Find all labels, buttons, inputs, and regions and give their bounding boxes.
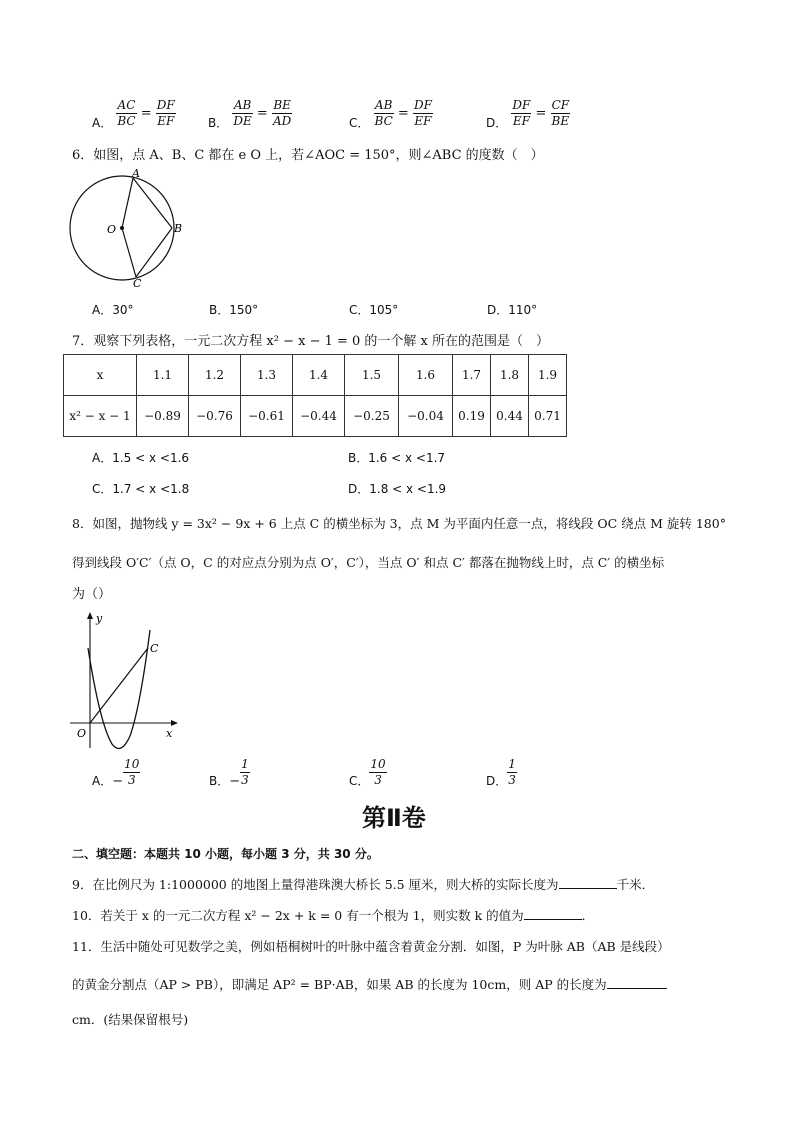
answer-blank[interactable] bbox=[524, 907, 582, 920]
fx-cell: −0.04 bbox=[399, 396, 453, 437]
fx-cell: 0.19 bbox=[453, 396, 491, 437]
fx-cell: 0.44 bbox=[491, 396, 529, 437]
label-c: C bbox=[133, 277, 142, 290]
label-b: B bbox=[174, 222, 183, 235]
section-title: 第Ⅱ卷 bbox=[362, 804, 426, 832]
fx-cell: −0.76 bbox=[189, 396, 241, 437]
table-row bbox=[64, 396, 567, 437]
fx-cell: 0.71 bbox=[529, 396, 567, 437]
segment-oc bbox=[90, 648, 148, 723]
q5-option-d[interactable]: D． $\frac{DF}{EF}$ = $\frac{CF}{BE}$ bbox=[486, 98, 570, 130]
x-cell: 1.5 bbox=[345, 355, 399, 396]
x-cell: 1.9 bbox=[529, 355, 567, 396]
q5-option-a[interactable]: A． $\frac{AC}{BC}$ = $\frac{DF}{EF}$ bbox=[92, 98, 175, 130]
answer-blank[interactable] bbox=[607, 976, 667, 989]
q7-value-table bbox=[63, 354, 567, 437]
label-a: A bbox=[132, 167, 140, 180]
q11-line2: 的黄金分割点（AP > PB），即满足 AP² = BP·AB，如果 AB 的长度为 10cm，则 AP 的长度为 bbox=[72, 975, 667, 993]
q6-option-b[interactable]: B．150° bbox=[209, 303, 259, 317]
q7-option-a[interactable]: A．1.5 < x <1.6 bbox=[92, 451, 190, 465]
x-cell: 1.3 bbox=[241, 355, 293, 396]
q6-option-c[interactable]: C．105° bbox=[349, 303, 399, 317]
label-x: x bbox=[166, 727, 173, 740]
q5-option-b[interactable]: B． $\frac{AB}{DE}$ = $\frac{BE}{AD}$ bbox=[208, 98, 292, 130]
q7-option-d[interactable]: D．1.8 < x <1.9 bbox=[348, 482, 447, 496]
label-o: O bbox=[107, 223, 117, 236]
q8-option-b[interactable]: B．− $\frac{1}{3}$ bbox=[209, 757, 249, 789]
x-cell: 1.1 bbox=[137, 355, 189, 396]
x-cell: 1.4 bbox=[293, 355, 345, 396]
parabola-curve bbox=[88, 630, 150, 749]
q8-option-c[interactable]: C． $\frac{10}{3}$ bbox=[349, 757, 386, 788]
q5-option-c[interactable]: C． $\frac{AB}{BC}$ = $\frac{DF}{EF}$ bbox=[349, 98, 432, 130]
row-header-fx: x² − x − 1 bbox=[64, 396, 137, 437]
label-c: C bbox=[150, 642, 159, 655]
table-row bbox=[64, 355, 567, 396]
q6-circle-figure bbox=[66, 166, 186, 290]
q8-stem-line3: 为（） bbox=[72, 587, 112, 602]
q6-option-d[interactable]: D．110° bbox=[487, 303, 538, 317]
fx-cell: −0.25 bbox=[345, 396, 399, 437]
q7-stem: 7．观察下列表格，一元二次方程 x² − x − 1 = 0 的一个解 x 所在的范围是（ ） bbox=[72, 334, 550, 349]
fx-cell: −0.44 bbox=[293, 396, 345, 437]
q8-option-d[interactable]: D． $\frac{1}{3}$ bbox=[486, 757, 516, 788]
row-header-x: x bbox=[64, 355, 137, 396]
label-y: y bbox=[96, 612, 103, 625]
x-cell: 1.6 bbox=[399, 355, 453, 396]
x-cell: 1.7 bbox=[453, 355, 491, 396]
fx-cell: −0.61 bbox=[241, 396, 293, 437]
x-cell: 1.2 bbox=[189, 355, 241, 396]
q8-stem-line1: 8．如图，抛物线 y = 3x² − 9x + 6 上点 C 的横坐标为 3，点 M 为平面内任意一点，将线段 OC 绕点 M 旋转 180° bbox=[72, 516, 726, 531]
q7-option-b[interactable]: B．1.6 < x <1.7 bbox=[348, 451, 446, 465]
q11-line1: 11．生活中随处可见数学之美，例如梧桐树叶的叶脉中蕴含着黄金分割．如图，P 为叶脉 AB（AB 是线段） bbox=[72, 939, 670, 954]
fx-cell: −0.89 bbox=[137, 396, 189, 437]
q11-line3: cm．(结果保留根号) bbox=[72, 1012, 189, 1027]
x-cell: 1.8 bbox=[491, 355, 529, 396]
q8-parabola-figure bbox=[66, 608, 186, 750]
q7-option-c[interactable]: C．1.7 < x <1.8 bbox=[92, 482, 190, 496]
section-instruction: 二、填空题：本题共 10 小题，每小题 3 分，共 30 分。 bbox=[72, 847, 379, 861]
q8-option-a[interactable]: A．− $\frac{10}{3}$ bbox=[92, 757, 140, 789]
answer-blank[interactable] bbox=[559, 876, 617, 889]
q8-stem-line2: 得到线段 O′C′（点 O，C 的对应点分别为点 O′，C′），当点 O′ 和点 C′ 都落在抛物线上时，点 C′ 的横坐标 bbox=[72, 555, 665, 570]
q9: 9．在比例尺为 1:1000000 的地图上量得港珠澳大桥长 5.5 厘米，则大桥的实际长度为 千米． bbox=[72, 877, 655, 892]
label-o: O bbox=[77, 727, 87, 740]
q10: 10．若关于 x 的一元二次方程 x² − 2x + k = 0 有一个根为 1，则实数 k 的值为 ． bbox=[72, 908, 595, 923]
q6-option-a[interactable]: A．30° bbox=[92, 303, 134, 317]
q6-stem: 6．如图，点 A、B、C 都在 e O 上，若∠AOC = 150°，则∠ABC 的度数（ ） bbox=[72, 148, 544, 163]
